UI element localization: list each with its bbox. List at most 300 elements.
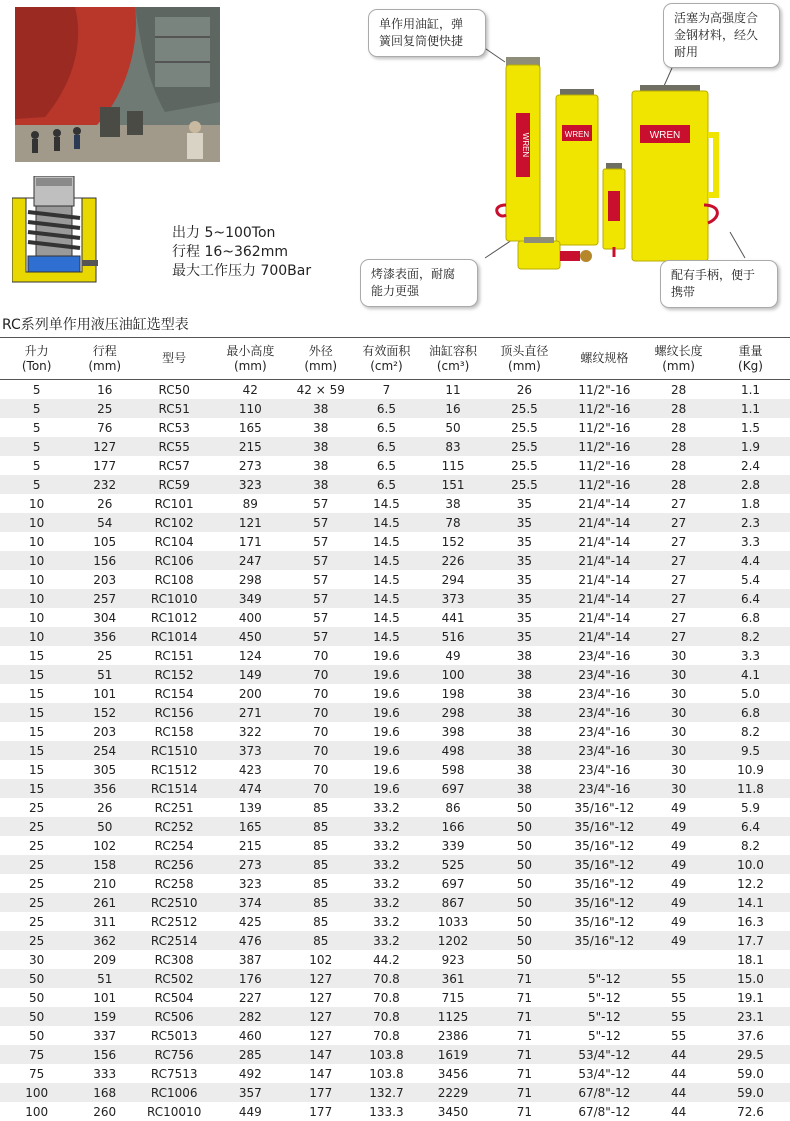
table-cell: 70 <box>313 648 329 663</box>
table-cell: 28 <box>670 382 687 397</box>
brand-label-2: WREN <box>564 130 590 139</box>
table-cell: 23/4"-16 <box>578 743 631 758</box>
table-cell: 57 <box>313 515 329 530</box>
table-cell: 25.5 <box>511 401 538 416</box>
table-cell: 11 <box>445 382 461 397</box>
table-cell: RC5013 <box>150 1028 198 1043</box>
table-cell: 697 <box>441 876 465 891</box>
table-title: RC系列单作用液压油缸选型表 <box>2 317 189 333</box>
table-cell: 525 <box>441 857 465 872</box>
table-cell: 273 <box>238 458 262 473</box>
table-cell: 19.6 <box>373 781 400 796</box>
table-cell: 57 <box>313 572 329 587</box>
table-cell: 70.8 <box>373 971 400 986</box>
table-cell: RC51 <box>158 401 190 416</box>
table-cell: 51 <box>97 667 113 682</box>
header-cell <box>486 338 562 379</box>
table-cell: 15 <box>29 648 45 663</box>
table-cell: 100 <box>441 667 465 682</box>
table-cell: 35/16"-12 <box>574 838 635 853</box>
table-cell: 311 <box>93 914 117 929</box>
table-cell: 200 <box>238 686 262 701</box>
table-cell: 50 <box>516 800 533 815</box>
table-cell: 21/4"-14 <box>578 496 631 511</box>
table-cell: RC2514 <box>150 933 198 948</box>
table-cell: 27 <box>670 496 687 511</box>
table-cell: 285 <box>238 1047 262 1062</box>
table-cell: 127 <box>309 971 333 986</box>
table-cell: RC252 <box>154 819 194 834</box>
table-cell: 176 <box>238 971 262 986</box>
table-cell: 159 <box>93 1009 117 1024</box>
table-cell: 474 <box>238 781 262 796</box>
table-row <box>0 779 790 798</box>
table-cell: 49 <box>670 857 687 872</box>
table-cell: 30 <box>29 952 45 967</box>
table-cell: 50 <box>29 1028 45 1043</box>
table-cell: 15 <box>29 743 45 758</box>
table-cell: 27 <box>670 591 687 606</box>
table-cell: 697 <box>441 781 465 796</box>
table-cell: 476 <box>238 933 262 948</box>
table-cell: 50 <box>516 933 533 948</box>
table-cell: 5.0 <box>740 686 761 701</box>
table-cell: 30 <box>670 743 687 758</box>
table-cell: 33.2 <box>373 876 400 891</box>
table-cell: 33.2 <box>373 857 400 872</box>
header-cell <box>0 338 73 379</box>
table-cell: 227 <box>238 990 262 1005</box>
table-cell: 44 <box>670 1047 687 1062</box>
table-cell: 28 <box>670 458 687 473</box>
table-cell: 19.6 <box>373 762 400 777</box>
table-cell: 2.3 <box>740 515 761 530</box>
header-cell-line: 最小高度 <box>226 343 275 358</box>
table-cell: 8.2 <box>740 838 761 853</box>
table-cell: 70 <box>313 762 329 777</box>
table-row <box>0 950 790 969</box>
table-cell: 25 <box>29 933 45 948</box>
callout-piston-material <box>663 3 780 68</box>
table-cell: RC2512 <box>150 914 198 929</box>
table-cell: 19.6 <box>373 743 400 758</box>
table-cell: 55 <box>670 990 687 1005</box>
table-cell: 54 <box>97 515 113 530</box>
table-cell: 50 <box>29 1009 45 1024</box>
table-cell: RC53 <box>158 420 190 435</box>
table-cell: 6.4 <box>740 819 761 834</box>
cylinder-section-diagram <box>12 176 102 284</box>
table-cell: 50 <box>516 819 533 834</box>
table-cell: 27 <box>670 515 687 530</box>
table-cell: RC152 <box>154 667 194 682</box>
table-cell: 4.4 <box>740 553 761 568</box>
table-row <box>0 646 790 665</box>
table-cell: 362 <box>93 933 117 948</box>
header-cell-line: 重量 <box>738 343 763 358</box>
spec-stroke: 行程 16~362mm <box>172 244 288 260</box>
table-cell: 35 <box>516 572 533 587</box>
table-cell: 85 <box>313 876 329 891</box>
table-cell: 373 <box>441 591 465 606</box>
table-cell: 83 <box>445 439 461 454</box>
table-cell: 460 <box>238 1028 262 1043</box>
table-cell: 14.5 <box>373 515 400 530</box>
table-cell: 49 <box>670 800 687 815</box>
table-cell: 51 <box>97 971 113 986</box>
table-cell: 17.7 <box>737 933 764 948</box>
table-cell: 35/16"-12 <box>574 876 635 891</box>
table-cell: 21/4"-14 <box>578 534 631 549</box>
table-cell: RC756 <box>154 1047 194 1062</box>
header-cell-line: (mm) <box>233 358 267 373</box>
table-cell: 23/4"-16 <box>578 724 631 739</box>
header-cell <box>646 338 711 379</box>
table-cell: 35/16"-12 <box>574 857 635 872</box>
table-cell: RC101 <box>154 496 194 511</box>
header-cell <box>711 338 790 379</box>
table-cell: 294 <box>441 572 465 587</box>
callout-handle-line1: 配有手柄，便于 <box>671 268 756 282</box>
callout-handle <box>660 260 778 308</box>
spec-capacity: 出力 5~100Ton <box>172 225 276 241</box>
table-cell: 15 <box>29 762 45 777</box>
table-row <box>0 1045 790 1064</box>
table-cell: 127 <box>309 990 333 1005</box>
header-cell-line: (mm) <box>88 358 122 373</box>
table-cell: 5 <box>32 401 41 416</box>
ship-drydock-photo <box>15 7 220 162</box>
table-cell: 57 <box>313 591 329 606</box>
table-cell: 7 <box>382 382 391 397</box>
table-cell: 70.8 <box>373 1028 400 1043</box>
table-cell: RC258 <box>154 876 194 891</box>
header-cell <box>288 338 353 379</box>
table-cell: 71 <box>516 990 533 1005</box>
table-cell: 72.6 <box>737 1104 764 1119</box>
table-row <box>0 1026 790 1045</box>
table-cell: 10.9 <box>737 762 764 777</box>
callout-piston-material-line1: 活塞为高强度合 <box>674 11 759 25</box>
table-cell: 450 <box>238 629 262 644</box>
table-cell: 209 <box>93 952 117 967</box>
table-cell: 6.5 <box>376 458 396 473</box>
header-cell <box>563 338 647 379</box>
table-cell: 21/4"-14 <box>578 515 631 530</box>
table-cell: 374 <box>238 895 262 910</box>
table-cell: 30 <box>670 762 687 777</box>
table-cell: 49 <box>445 648 461 663</box>
table-cell: 50 <box>29 990 45 1005</box>
table-cell: 210 <box>93 876 117 891</box>
table-cell: 35 <box>516 629 533 644</box>
table-cell: 85 <box>313 933 329 948</box>
table-cell: 49 <box>670 838 687 853</box>
table-cell: 1619 <box>437 1047 469 1062</box>
table-cell: 5 <box>32 458 41 473</box>
table-cell: 1033 <box>437 914 469 929</box>
table-cell: 115 <box>441 458 465 473</box>
table-cell: 149 <box>238 667 262 682</box>
table-cell: RC104 <box>154 534 194 549</box>
table-cell: RC2510 <box>150 895 198 910</box>
table-cell: RC506 <box>154 1009 194 1024</box>
table-cell: 387 <box>238 952 262 967</box>
table-cell: 27 <box>670 629 687 644</box>
table-cell: 127 <box>309 1028 333 1043</box>
table-cell: 30 <box>670 781 687 796</box>
table-cell: 38 <box>516 686 533 701</box>
table-row <box>0 931 790 950</box>
table-cell: 425 <box>238 914 262 929</box>
table-row <box>0 1083 790 1102</box>
table-cell: RC102 <box>154 515 194 530</box>
header-cell-line: 螺纹长度 <box>654 343 703 358</box>
table-row <box>0 741 790 760</box>
callout-piston-material-line3: 耐用 <box>674 45 699 59</box>
table-cell: 38 <box>516 667 533 682</box>
table-cell: 11/2"-16 <box>578 420 631 435</box>
table-cell: 23/4"-16 <box>578 648 631 663</box>
table-cell: 3450 <box>437 1104 469 1119</box>
table-cell: 1125 <box>437 1009 469 1024</box>
table-cell: 85 <box>313 914 329 929</box>
table-cell: 50 <box>516 838 533 853</box>
table-cell: 2.8 <box>740 477 761 492</box>
table-cell: 156 <box>93 1047 117 1062</box>
table-cell: 260 <box>93 1104 117 1119</box>
table-cell: 25.5 <box>511 439 538 454</box>
table-cell: RC1010 <box>150 591 198 606</box>
table-row <box>0 798 790 817</box>
table-row <box>0 893 790 912</box>
table-row <box>0 969 790 988</box>
table-cell: 37.6 <box>737 1028 764 1043</box>
table-cell: 57 <box>313 553 329 568</box>
header-cell-line: 油缸容积 <box>429 343 478 358</box>
table-cell: 57 <box>313 534 329 549</box>
table-cell: 361 <box>441 971 465 986</box>
table-cell: 25 <box>29 838 45 853</box>
table-cell: 38 <box>313 401 329 416</box>
table-cell: 147 <box>309 1066 333 1081</box>
table-cell: 33.2 <box>373 819 400 834</box>
table-cell: 1.5 <box>740 420 761 435</box>
table-cell: 171 <box>238 534 262 549</box>
table-row <box>0 532 790 551</box>
table-cell: 75 <box>29 1047 45 1062</box>
table-row <box>0 836 790 855</box>
table-cell: 2386 <box>437 1028 469 1043</box>
table-cell: 30 <box>670 648 687 663</box>
table-cell: 59.0 <box>737 1085 764 1100</box>
table-cell: 152 <box>441 534 465 549</box>
table-cell: 1.8 <box>740 496 761 511</box>
table-cell: 25 <box>29 857 45 872</box>
table-cell: 23/4"-16 <box>578 762 631 777</box>
table-cell: 11/2"-16 <box>578 382 631 397</box>
table-cell: 27 <box>670 534 687 549</box>
table-row <box>0 437 790 456</box>
table-row <box>0 456 790 475</box>
table-cell: 86 <box>445 800 461 815</box>
table-cell: 28 <box>670 477 687 492</box>
table-cell: 70.8 <box>373 990 400 1005</box>
table-cell: 3.3 <box>740 648 761 663</box>
table-cell: 177 <box>309 1085 333 1100</box>
table-row <box>0 570 790 589</box>
table-cell: 35 <box>516 496 533 511</box>
table-cell: RC1006 <box>150 1085 198 1100</box>
table-cell: 38 <box>516 705 533 720</box>
table-cell: 33.2 <box>373 800 400 815</box>
table-cell: 203 <box>93 724 117 739</box>
table-body <box>0 380 790 1121</box>
table-cell: RC1510 <box>150 743 198 758</box>
table-cell: RC50 <box>158 382 190 397</box>
table-cell: 14.5 <box>373 610 400 625</box>
table-cell: 492 <box>238 1066 262 1081</box>
table-cell: 19.6 <box>373 648 400 663</box>
table-cell: RC108 <box>154 572 194 587</box>
table-cell: 38 <box>516 724 533 739</box>
table-cell: 5 <box>32 420 41 435</box>
table-cell: RC502 <box>154 971 194 986</box>
table-cell: 102 <box>309 952 333 967</box>
table-cell: 25.5 <box>511 458 538 473</box>
table-cell: RC1514 <box>150 781 198 796</box>
table-cell: 49 <box>670 895 687 910</box>
table-cell: 71 <box>516 1066 533 1081</box>
table-cell: 50 <box>516 914 533 929</box>
table-cell: 33.2 <box>373 914 400 929</box>
table-cell: 10 <box>29 572 45 587</box>
table-cell: 110 <box>238 401 262 416</box>
table-cell: 71 <box>516 1009 533 1024</box>
table-cell: 30 <box>670 724 687 739</box>
table-cell: 14.5 <box>373 572 400 587</box>
table-cell: 323 <box>238 876 262 891</box>
table-cell: 6.5 <box>376 401 396 416</box>
table-cell: 100 <box>25 1085 49 1100</box>
table-cell: 18.1 <box>737 952 764 967</box>
header-cell-line: (mm) <box>662 358 695 373</box>
table-cell: 70 <box>313 743 329 758</box>
spec-max-pressure: 最大工作压力 700Bar <box>172 263 312 279</box>
table-cell: 6.4 <box>740 591 761 606</box>
table-cell: RC256 <box>154 857 194 872</box>
table-row <box>0 874 790 893</box>
table-cell: 6.5 <box>376 439 396 454</box>
table-cell: 35/16"-12 <box>574 819 635 834</box>
table-row <box>0 627 790 646</box>
table-cell: 38 <box>516 781 533 796</box>
table-cell: 23/4"-16 <box>578 667 631 682</box>
table-cell: 26 <box>97 496 113 511</box>
table-cell: RC151 <box>154 648 194 663</box>
table-cell: 71 <box>516 1104 533 1119</box>
table-cell: 23/4"-16 <box>578 705 631 720</box>
table-cell: 44 <box>670 1085 687 1100</box>
header-cell-line: 型号 <box>162 351 187 365</box>
table-cell: 8.2 <box>740 724 761 739</box>
header-cell-line: (cm²) <box>370 358 403 373</box>
table-cell: 71 <box>516 971 533 986</box>
table-cell: 14.1 <box>737 895 764 910</box>
selection-table <box>0 337 790 1121</box>
table-cell: RC154 <box>154 686 194 701</box>
table-cell: RC251 <box>154 800 194 815</box>
table-cell: 5"-12 <box>588 1009 621 1024</box>
table-cell: 25 <box>29 895 45 910</box>
table-cell: 35/16"-12 <box>574 800 635 815</box>
table-cell: 89 <box>242 496 258 511</box>
header-cell <box>136 338 212 379</box>
table-cell: 103.8 <box>369 1047 404 1062</box>
table-cell: 49 <box>670 914 687 929</box>
table-cell: 356 <box>93 629 117 644</box>
table-cell: 273 <box>238 857 262 872</box>
table-cell: 198 <box>441 686 465 701</box>
table-cell: 19.6 <box>373 705 400 720</box>
table-cell: 423 <box>238 762 262 777</box>
hydraulic-cylinders-image <box>490 55 740 285</box>
table-cell: 12.2 <box>737 876 764 891</box>
table-cell: 11/2"-16 <box>578 401 631 416</box>
table-cell: 14.5 <box>373 591 400 606</box>
table-cell: 50 <box>516 895 533 910</box>
table-cell: RC254 <box>154 838 194 853</box>
table-cell: RC1012 <box>150 610 198 625</box>
table-row <box>0 722 790 741</box>
table-row <box>0 399 790 418</box>
table-cell: 28 <box>670 401 687 416</box>
table-cell: 50 <box>516 857 533 872</box>
table-cell: 16 <box>445 401 461 416</box>
table-row <box>0 988 790 1007</box>
table-cell: 10 <box>29 610 45 625</box>
table-cell: 333 <box>93 1066 117 1081</box>
table-cell: 5.4 <box>740 572 761 587</box>
table-cell: RC106 <box>154 553 194 568</box>
table-cell: 57 <box>313 610 329 625</box>
brand-label-1: WREN <box>521 132 530 158</box>
table-cell: 16.3 <box>737 914 764 929</box>
header-cell <box>212 338 288 379</box>
table-cell: 337 <box>93 1028 117 1043</box>
table-cell: RC55 <box>158 439 190 454</box>
table-cell: 11/2"-16 <box>578 458 631 473</box>
table-cell: 35 <box>516 553 533 568</box>
table-cell: 59.0 <box>737 1066 764 1081</box>
table-row <box>0 760 790 779</box>
header-cell-line: 行程 <box>92 343 117 358</box>
table-cell: 85 <box>313 819 329 834</box>
table-cell: 10 <box>29 534 45 549</box>
table-cell: 121 <box>238 515 262 530</box>
table-cell: 867 <box>441 895 465 910</box>
table-cell: 101 <box>93 990 117 1005</box>
table-cell: 215 <box>238 838 262 853</box>
table-cell: 1202 <box>437 933 469 948</box>
table-cell: 8.2 <box>740 629 761 644</box>
table-cell: 133.3 <box>369 1104 404 1119</box>
table-cell: 49 <box>670 819 687 834</box>
table-cell: 100 <box>25 1104 49 1119</box>
table-cell: 10 <box>29 553 45 568</box>
table-cell: 14.5 <box>373 629 400 644</box>
table-cell: 2.4 <box>740 458 761 473</box>
